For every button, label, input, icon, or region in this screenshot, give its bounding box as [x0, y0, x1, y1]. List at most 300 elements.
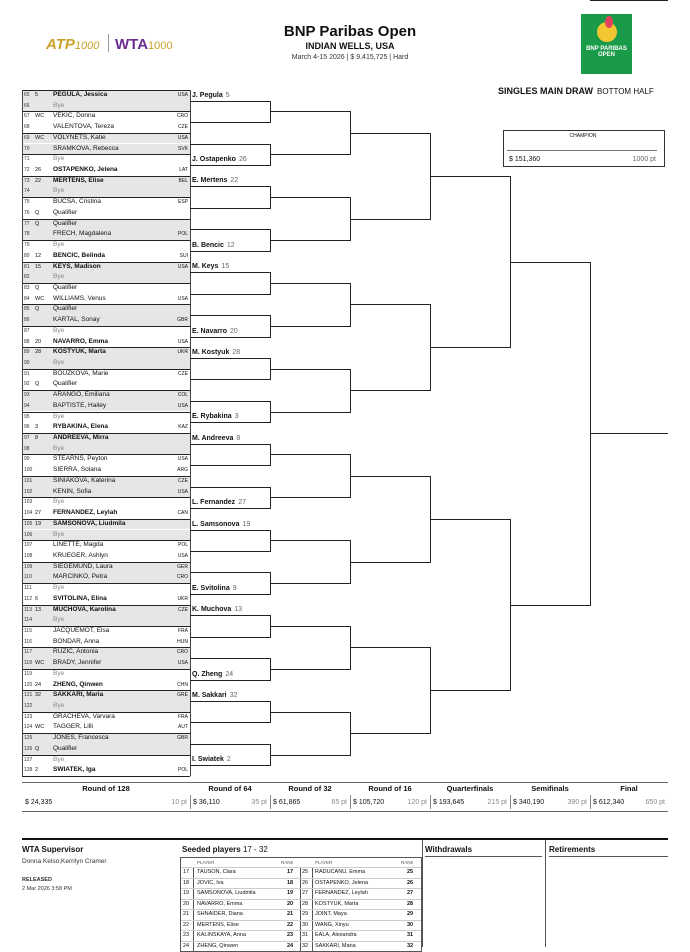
- draw-position: 111: [24, 585, 32, 592]
- pair-separator: [22, 326, 190, 327]
- bracket-line: [270, 540, 350, 541]
- r64-winner[interactable]: J. Ostapenko 26: [192, 156, 247, 164]
- round-separator: [510, 795, 511, 809]
- round-points: 215 pt: [487, 799, 507, 806]
- withdrawals-title: Withdrawals: [425, 845, 473, 854]
- round-separator: [190, 795, 191, 809]
- draw-row: [22, 186, 190, 197]
- player-name[interactable]: RUZIC, Antonia: [53, 648, 99, 656]
- player-name[interactable]: SINIAKOVA, Katerina: [53, 476, 116, 484]
- seed-rank: 25: [407, 869, 414, 875]
- bracket-line: [190, 229, 270, 230]
- draw-position: 69: [24, 134, 30, 141]
- draw-row: [22, 487, 190, 498]
- round-separator: [430, 795, 431, 809]
- player-country: CRO: [176, 649, 188, 656]
- draw-row: [22, 379, 190, 390]
- draw-row: [22, 615, 190, 626]
- player-country: USA: [177, 92, 188, 98]
- seed-rank: 18: [287, 879, 294, 886]
- seed-number: 20: [183, 900, 190, 907]
- player-name[interactable]: BONDAR, Anna: [53, 637, 100, 645]
- bracket-line: [190, 422, 270, 423]
- player-name[interactable]: Bye: [53, 669, 65, 677]
- player-name[interactable]: Bye: [53, 584, 65, 592]
- draw-position: 114: [24, 617, 32, 624]
- player-name[interactable]: Bye: [53, 187, 65, 195]
- player-name[interactable]: ARANGO, Emiliana: [53, 391, 110, 399]
- pair-separator: [22, 476, 190, 477]
- draw-row: [22, 765, 190, 776]
- pair-separator: [22, 154, 190, 155]
- draw-position: 93: [24, 392, 30, 399]
- seed-or-entry: Q: [35, 306, 40, 313]
- player-name[interactable]: Qualifier: [53, 305, 78, 313]
- draw-row: [22, 326, 190, 337]
- player-country: FRA: [178, 713, 188, 720]
- pair-separator: [22, 497, 190, 498]
- player-country: COL: [177, 392, 188, 399]
- seed-col-divider: [312, 889, 313, 899]
- seed-or-entry: Q: [35, 220, 40, 227]
- seed-row: [181, 920, 421, 931]
- seed-col-divider: [300, 910, 301, 920]
- seed-col-divider: [300, 868, 301, 878]
- draw-position: 118: [24, 660, 32, 667]
- r64-winner[interactable]: Q. Zheng 24: [192, 670, 234, 678]
- r64-winner[interactable]: E. Svitolina 9: [192, 584, 237, 592]
- bracket-line: [350, 476, 430, 477]
- bracket-line: [350, 733, 430, 734]
- seed-col-divider: [300, 889, 301, 899]
- draw-row: [22, 530, 190, 541]
- player-name[interactable]: STEARNS, Peyton: [53, 455, 108, 463]
- player-name[interactable]: SVITOLINA, Elina: [53, 594, 107, 602]
- draw-position: 87: [24, 327, 30, 334]
- player-name[interactable]: MUCHOVA, Karolina: [53, 605, 116, 613]
- player-name[interactable]: ZHENG, Qinwen: [53, 680, 103, 688]
- round-points: 65 pt: [331, 799, 347, 806]
- player-name[interactable]: MERTENS, Elise: [53, 176, 104, 184]
- r64-winner[interactable]: M. Andreeva 8: [192, 434, 241, 442]
- draw-row: [22, 690, 190, 701]
- player-name[interactable]: GRACHEVA, Varvara: [53, 712, 115, 720]
- winner-seed: 19: [242, 520, 251, 528]
- seed-rank: 32: [407, 942, 414, 949]
- player-name[interactable]: Bye: [53, 155, 65, 163]
- winner-seed: 27: [238, 499, 246, 507]
- pair-separator: [22, 433, 190, 434]
- released-date: 2 Mar 2026 3:58 PM: [22, 886, 72, 892]
- seed-or-entry: 8: [35, 435, 39, 442]
- draw-position: 67: [24, 113, 30, 120]
- bracket-line: [190, 701, 270, 702]
- draw-position: 109: [24, 563, 33, 570]
- player-name[interactable]: SIERRA, Solana: [53, 466, 102, 474]
- draw-row: [22, 722, 190, 733]
- seeded-range: 17 - 32: [242, 845, 268, 854]
- winner-seed: 22: [230, 177, 239, 185]
- bracket-line: [190, 444, 270, 445]
- player-country: GER: [177, 563, 188, 570]
- r64-winner[interactable]: B. Bencic 12: [192, 241, 235, 249]
- player-name[interactable]: BRADY, Jennifer: [53, 659, 102, 667]
- seed-or-entry: WC: [35, 660, 45, 667]
- draw-row: [22, 90, 190, 101]
- draw-row: [22, 337, 190, 348]
- draw-row: [22, 219, 190, 230]
- round-points: 10 pt: [171, 799, 187, 806]
- player-name[interactable]: Qualifier: [53, 283, 78, 291]
- seed-or-entry: 26: [35, 167, 42, 174]
- released-label: RELEASED: [22, 877, 52, 883]
- draw-row: [22, 508, 190, 519]
- winner-seed: 15: [221, 263, 230, 271]
- player-name[interactable]: Bye: [53, 444, 65, 452]
- r64-winner[interactable]: L. Fernandez 27: [192, 499, 246, 507]
- pair-separator: [22, 90, 190, 91]
- round-prize: $ 24,335: [25, 799, 53, 806]
- draw-row: [22, 122, 190, 133]
- seed-or-entry: 27: [35, 510, 42, 517]
- player-name[interactable]: JACQUEMOT, Elsa: [53, 627, 110, 634]
- seed-number: 32: [302, 942, 309, 949]
- bracket-line: [190, 401, 270, 402]
- player-name[interactable]: SWIATEK, Iga: [53, 766, 96, 774]
- bracket-line: [350, 390, 430, 391]
- bracket-line: [190, 744, 270, 745]
- player-name[interactable]: RYBAKINA, Elena: [53, 423, 109, 431]
- pair-separator: [22, 304, 190, 305]
- draw-row: [22, 101, 190, 112]
- draw-row: [22, 154, 190, 165]
- draw-position: 119: [24, 670, 32, 677]
- wta-logo: WTA1000: [115, 36, 173, 53]
- draw-position: 78: [24, 231, 30, 238]
- r64-winner[interactable]: K. Muchova 13: [192, 606, 243, 614]
- seed-rank: 21: [287, 911, 294, 917]
- footer-divider: [22, 838, 668, 840]
- pair-separator: [22, 176, 190, 177]
- draw-row: [22, 197, 190, 208]
- bracket-line: [190, 680, 270, 681]
- draw-position: 81: [24, 263, 30, 270]
- pair-separator: [22, 605, 190, 606]
- bracket-line: [430, 347, 510, 348]
- player-name[interactable]: VALENTOVA, Tereza: [53, 123, 114, 131]
- player-name[interactable]: VOLYNETS, Katie: [53, 133, 106, 141]
- player-name[interactable]: FRECH, Magdalena: [53, 230, 112, 238]
- round-name: Round of 32: [288, 784, 332, 793]
- bracket-line: [270, 111, 350, 112]
- champion-prize: $ 151,360: [509, 156, 541, 163]
- draw-position: 86: [24, 317, 30, 324]
- player-name[interactable]: JONES, Francesca: [53, 734, 109, 742]
- bracket-line: [190, 101, 270, 102]
- bracket-line: [270, 712, 350, 713]
- player-name[interactable]: SIEGEMUND, Laura: [53, 562, 113, 570]
- player-country: USA: [177, 263, 188, 270]
- bracket-line: [270, 626, 350, 627]
- player-name[interactable]: OSTAPENKO, Jelena: [53, 166, 118, 174]
- player-name[interactable]: Qualifier: [53, 380, 78, 388]
- draw-position: 95: [24, 413, 30, 420]
- player-country: ESP: [177, 199, 188, 206]
- draw-row: [22, 390, 190, 401]
- r64-winner[interactable]: L. Samsonova 19: [192, 520, 251, 528]
- draw-position: 98: [24, 445, 30, 452]
- player-name[interactable]: TAGGER, Lilli: [53, 723, 93, 731]
- r64-winner[interactable]: E. Navarro 20: [192, 327, 238, 335]
- seed-rank: 17: [287, 869, 294, 875]
- bracket-line: [190, 294, 270, 295]
- winner-seed: 32: [229, 692, 238, 700]
- seed-or-entry: 24: [35, 681, 42, 688]
- bracket-line: [190, 508, 270, 509]
- player-country: LAT: [179, 167, 188, 174]
- bracket-line: [190, 465, 270, 466]
- pair-separator: [22, 219, 190, 220]
- seed-player: OSTAPENKO, Jelena: [315, 879, 369, 886]
- player-name[interactable]: KOSTYUK, Marta: [53, 348, 106, 356]
- draw-title: SINGLES MAIN DRAW BOTTOM HALF: [498, 86, 654, 96]
- player-name[interactable]: KENIN, Sofia: [53, 487, 92, 495]
- bracket-line: [350, 304, 430, 305]
- player-name[interactable]: SAKKARI, Maria: [53, 691, 104, 699]
- player-name[interactable]: SAMSONOVA, Liudmila: [53, 519, 126, 527]
- draw-row: [22, 422, 190, 433]
- draw-row: [22, 647, 190, 658]
- seed-col-divider: [312, 931, 313, 941]
- footer-col-divider-1: [422, 840, 423, 947]
- player-country: USA: [177, 134, 188, 141]
- draw-row: [22, 755, 190, 766]
- seed-player: FERNANDEZ, Leylah: [315, 890, 368, 896]
- seed-or-entry: 20: [35, 338, 42, 345]
- player-name[interactable]: Qualifier: [53, 219, 78, 227]
- player-name[interactable]: BENCIC, Belinda: [53, 251, 106, 259]
- player-country: POL: [177, 231, 188, 238]
- player-name[interactable]: Bye: [53, 241, 65, 249]
- draw-row: [22, 572, 190, 583]
- draw-row: [22, 454, 190, 465]
- draw-position: 108: [24, 552, 33, 559]
- draw-row: [22, 433, 190, 444]
- round-separator: [270, 795, 271, 809]
- player-name[interactable]: LINETTE, Magda: [53, 541, 104, 549]
- draw-row: [22, 712, 190, 723]
- bracket-line: [190, 530, 270, 531]
- player-name[interactable]: Bye: [53, 359, 65, 366]
- seeded-players-table: [180, 857, 422, 952]
- player-name[interactable]: Bye: [53, 101, 65, 109]
- seed-player: ZHENG, Qinwen: [197, 942, 238, 949]
- player-name[interactable]: FERNANDEZ, Leylah: [53, 509, 118, 517]
- seed-col-divider: [312, 879, 313, 889]
- bracket-line: [190, 551, 270, 552]
- bracket-line: [270, 454, 350, 455]
- draw-position: 127: [24, 756, 33, 763]
- seed-col-divider: [300, 900, 301, 910]
- pair-separator: [22, 283, 190, 284]
- player-country: POL: [177, 767, 188, 774]
- pair-separator: [22, 347, 190, 348]
- draw-position: 99: [24, 456, 30, 463]
- player-name[interactable]: Bye: [53, 326, 65, 334]
- winner-seed: 3: [234, 413, 239, 421]
- seed-number: 23: [183, 932, 190, 938]
- draw-row: [22, 347, 190, 358]
- player-name[interactable]: ANDREEVA, Mirra: [53, 434, 109, 442]
- pair-separator: [22, 133, 190, 134]
- player-country: USA: [177, 402, 188, 409]
- draw-row: [22, 701, 190, 712]
- atp-logo: ATP1000: [46, 36, 100, 53]
- player-name[interactable]: Bye: [53, 273, 65, 281]
- bracket-line: [190, 186, 270, 187]
- winner-seed: 13: [234, 606, 243, 614]
- seed-col-divider: [312, 921, 313, 931]
- r64-winner[interactable]: M. Keys 15: [192, 263, 230, 271]
- r64-winner[interactable]: I. Swiatek 2: [192, 756, 231, 764]
- draw-row: [22, 744, 190, 755]
- tournament-title: BNP Paribas Open: [283, 23, 417, 40]
- draw-position: 124: [24, 724, 33, 731]
- r64-winner[interactable]: M. Sakkari 32: [192, 692, 238, 700]
- seed-player: JOVIC, Iva: [197, 879, 224, 886]
- draw-row: [22, 605, 190, 616]
- r64-winner[interactable]: E. Rybakina 3: [192, 413, 239, 421]
- player-name[interactable]: VEKIC, Donna: [53, 112, 96, 120]
- bracket-line: [270, 755, 350, 756]
- player-name[interactable]: Bye: [53, 498, 65, 506]
- bracket-line: [190, 572, 270, 573]
- player-country: USA: [177, 660, 188, 667]
- draw-position: 107: [24, 542, 33, 549]
- bracket-line: [190, 487, 270, 488]
- draw-position: 92: [24, 381, 30, 388]
- seed-rank: 20: [287, 900, 294, 907]
- player-country: KAZ: [178, 424, 188, 431]
- seed-row: [181, 909, 421, 920]
- player-name[interactable]: PEGULA, Jessica: [53, 91, 108, 98]
- player-country: GBR: [177, 735, 188, 742]
- seed-or-entry: WC: [35, 134, 45, 141]
- player-name[interactable]: KRUEGER, Ashlyn: [53, 551, 108, 559]
- r64-winner[interactable]: M. Kostyuk 28: [192, 349, 241, 356]
- draw-row: [22, 401, 190, 412]
- seed-col-divider: [312, 868, 313, 878]
- player-name[interactable]: KARTAL, Sonay: [53, 316, 100, 324]
- player-name[interactable]: Bye: [53, 702, 65, 710]
- draw-position: 106: [24, 531, 33, 538]
- bracket-line: [270, 326, 350, 327]
- round-separator: [590, 795, 591, 809]
- retirements-title: Retirements: [549, 845, 596, 854]
- player-name[interactable]: MARCINKO, Petra: [53, 573, 108, 581]
- draw-position: 96: [24, 424, 30, 431]
- pair-separator: [22, 669, 190, 670]
- player-name[interactable]: BAPTISTE, Hailey: [53, 401, 107, 409]
- player-name[interactable]: NAVARRO, Emma: [53, 337, 109, 345]
- pair-separator: [22, 390, 190, 391]
- player-name[interactable]: Bye: [53, 616, 65, 624]
- player-country: GRE: [177, 692, 188, 699]
- draw-position: 123: [24, 713, 33, 720]
- pair-separator: [22, 412, 190, 413]
- footer-col-divider-2: [545, 840, 546, 947]
- pair-separator: [22, 240, 190, 241]
- round-points: 390 pt: [567, 799, 587, 806]
- bracket-line: [190, 208, 270, 209]
- pair-separator: [22, 690, 190, 691]
- draw-position: 126: [24, 745, 33, 752]
- draw-row: [22, 283, 190, 294]
- bracket-line: [510, 262, 590, 263]
- player-name[interactable]: Bye: [53, 412, 65, 420]
- player-name[interactable]: Qualifier: [53, 208, 78, 216]
- r64-winner[interactable]: J. Pegula 5: [192, 91, 230, 99]
- winner-seed: 20: [230, 327, 238, 335]
- player-name[interactable]: BUCSA, Cristina: [53, 198, 102, 206]
- seed-number: 26: [302, 879, 309, 886]
- player-name[interactable]: BOUZKOVA, Marie: [53, 369, 109, 377]
- seed-or-entry: 2: [35, 767, 39, 774]
- player-country: CRO: [176, 574, 188, 581]
- bracket-line: [190, 722, 270, 723]
- draw-row: [22, 208, 190, 219]
- draw-position: 100: [24, 467, 33, 474]
- bracket-line: [190, 272, 270, 273]
- player-country: USA: [177, 552, 188, 559]
- player-country: USA: [177, 338, 188, 345]
- bracket-line: [190, 358, 270, 359]
- r64-winner[interactable]: E. Mertens 22: [192, 177, 239, 185]
- champion-label: CHAMPION: [569, 133, 597, 139]
- draw-position: 91: [24, 370, 30, 377]
- player-name[interactable]: Bye: [53, 530, 65, 538]
- bracket-line: [270, 669, 350, 670]
- draw-position: 121: [24, 692, 33, 699]
- player-name[interactable]: WILLIAMS, Venus: [53, 294, 106, 302]
- player-name[interactable]: SRAMKOVA, Rebecca: [53, 144, 119, 152]
- seed-rank: 31: [407, 932, 414, 938]
- draw-position: 128: [24, 767, 33, 774]
- seed-or-entry: 32: [35, 692, 42, 699]
- player-name[interactable]: KEYS, Madison: [53, 262, 101, 270]
- pair-separator: [22, 755, 190, 756]
- seed-or-entry: WC: [35, 724, 45, 731]
- seed-col-divider: [193, 868, 194, 878]
- round-prize: $ 61,865: [273, 799, 301, 806]
- draw-row: [22, 176, 190, 187]
- draw-position: 110: [24, 574, 32, 581]
- player-name[interactable]: Qualifier: [53, 744, 78, 752]
- seed-player: KALINSKAYA, Anna: [197, 932, 247, 938]
- round-prize: $ 193,645: [433, 799, 465, 806]
- draw-row: [22, 444, 190, 455]
- draw-position: 77: [24, 220, 30, 227]
- draw-position: 94: [24, 402, 30, 409]
- seed-col-divider: [193, 889, 194, 899]
- seed-or-entry: Q: [35, 209, 40, 216]
- seed-or-entry: 6: [35, 595, 39, 602]
- round-prize: $ 36,110: [193, 799, 220, 806]
- player-name[interactable]: Bye: [53, 755, 65, 763]
- draw-position: 112: [24, 595, 32, 602]
- pair-separator: [22, 626, 190, 627]
- seed-player: WANG, Xinyu: [315, 921, 349, 928]
